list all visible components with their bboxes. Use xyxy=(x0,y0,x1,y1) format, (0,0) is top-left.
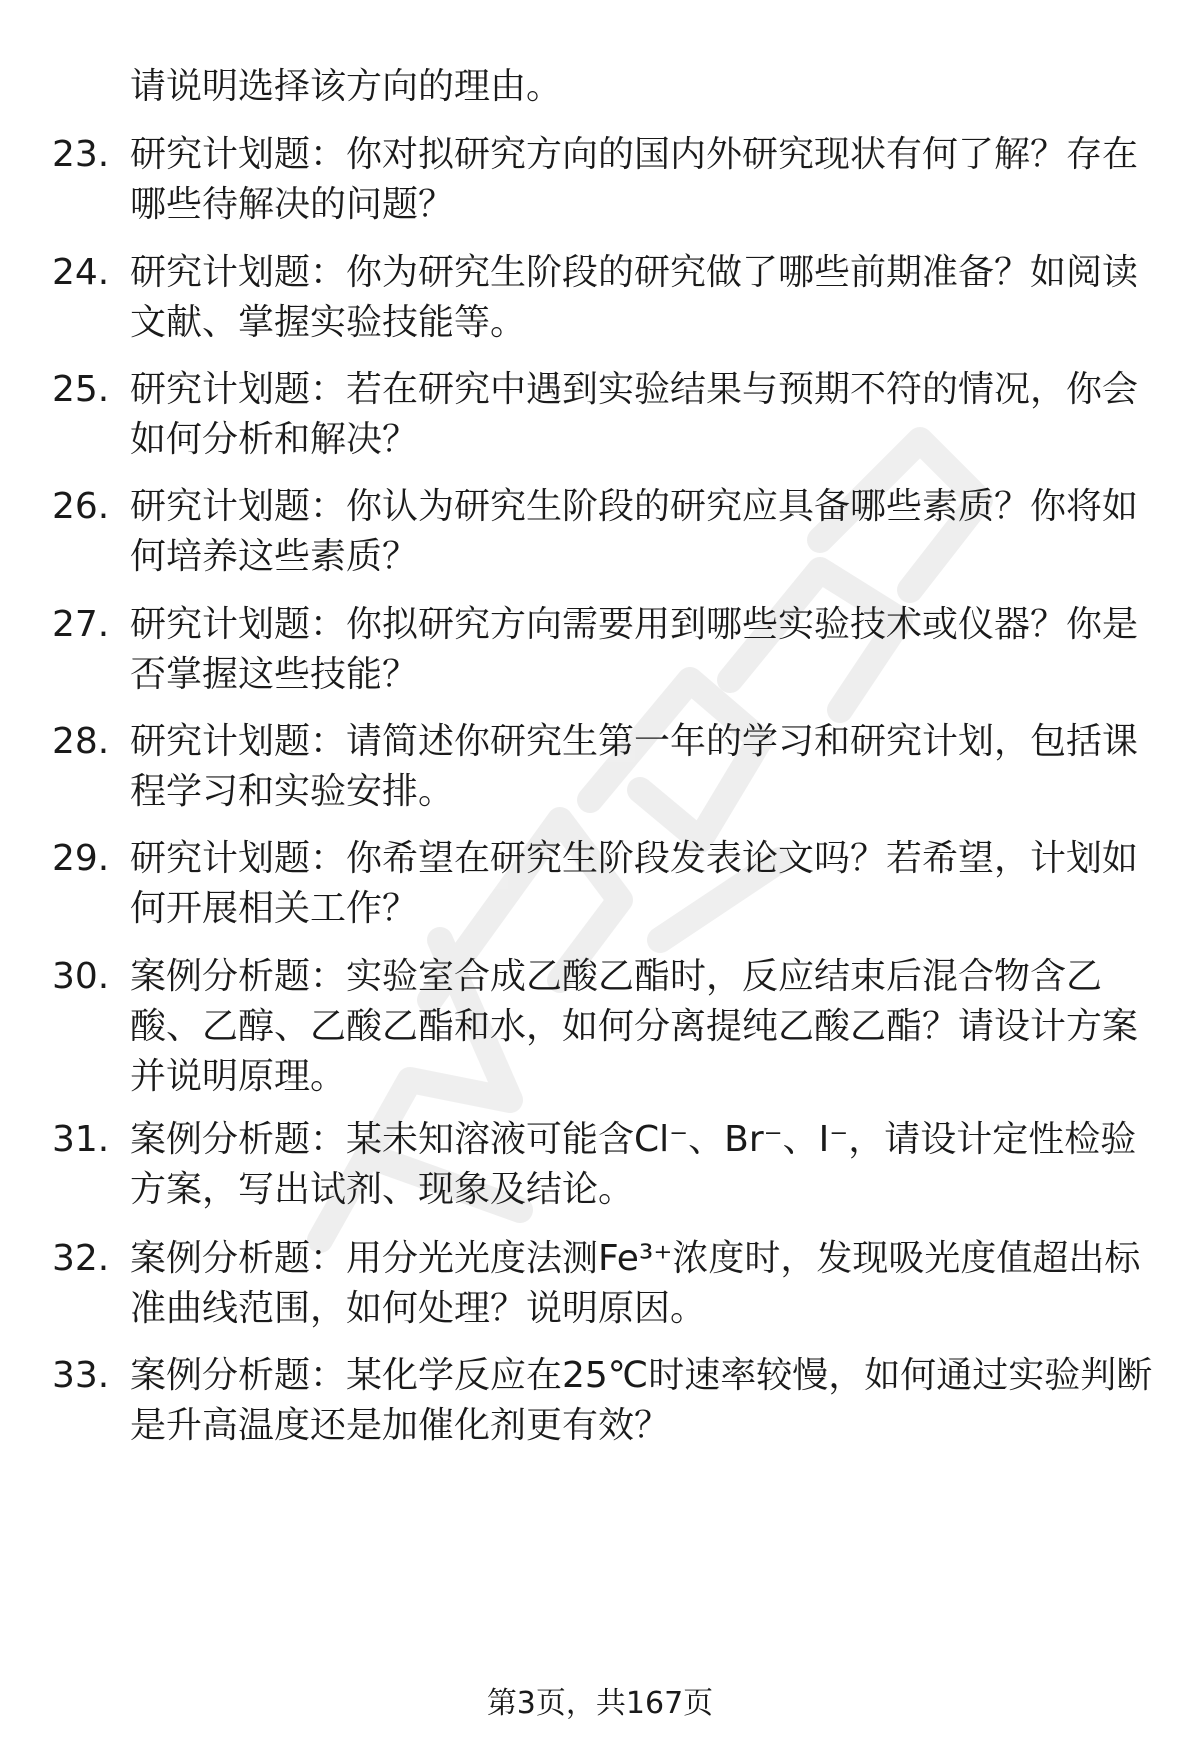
question-item xyxy=(52,952,1152,1102)
question-number: 30. xyxy=(52,956,110,997)
question-text xyxy=(130,952,1150,1102)
question-line: 案例分析题：某化学反应在25℃时速率较慢，如何通过实验判断 xyxy=(130,1355,1153,1396)
question-number: 32. xyxy=(52,1238,110,1279)
question-number: 31. xyxy=(52,1119,110,1160)
question-text xyxy=(130,1234,1150,1334)
question-line: 哪些待解决的问题？ xyxy=(130,184,455,225)
question-text xyxy=(130,834,1150,934)
question-number: 26. xyxy=(52,486,110,527)
question-text xyxy=(130,717,1150,817)
question-line: 并说明原理。 xyxy=(130,1056,347,1097)
question-number: 23. xyxy=(52,134,110,175)
question-text xyxy=(130,482,1150,582)
question-line: 研究计划题：你为研究生阶段的研究做了哪些前期准备？如阅读 xyxy=(130,252,1139,293)
question-text xyxy=(130,1351,1153,1451)
question-item xyxy=(52,834,1152,934)
question-text xyxy=(130,130,1150,230)
question-line: 研究计划题：请简述你研究生第一年的学习和研究计划，包括课 xyxy=(130,721,1139,762)
question-text xyxy=(130,248,1150,348)
question-item xyxy=(52,1115,1152,1215)
question-line: 案例分析题：实验室合成乙酸乙酯时，反应结束后混合物含乙 xyxy=(130,956,1103,997)
question-item xyxy=(52,248,1152,348)
question-item xyxy=(52,365,1152,465)
question-line: 案例分析题：某未知溶液可能含Cl⁻、Br⁻、I⁻，请设计定性检验 xyxy=(130,1119,1137,1160)
question-item xyxy=(52,130,1152,230)
question-item xyxy=(52,1351,1152,1451)
question-text xyxy=(130,600,1150,700)
question-line: 否掌握这些技能？ xyxy=(130,654,419,695)
question-line: 方案，写出试剂、现象及结论。 xyxy=(130,1169,635,1210)
question-item xyxy=(52,717,1152,817)
question-number: 24. xyxy=(52,252,110,293)
question-item xyxy=(52,1234,1152,1334)
question-number: 27. xyxy=(52,604,110,645)
page-footer: 第3页，共167页 xyxy=(486,1686,714,1721)
question-number: 25. xyxy=(52,369,110,410)
question-line: 研究计划题：你希望在研究生阶段发表论文吗？若希望，计划如 xyxy=(130,838,1139,879)
question-line: 研究计划题：你认为研究生阶段的研究应具备哪些素质？你将如 xyxy=(130,486,1139,527)
intro-line: 请说明选择该方向的理由。 xyxy=(130,66,563,107)
question-line: 是升高温度还是加催化剂更有效？ xyxy=(130,1405,671,1446)
question-line: 程学习和实验安排。 xyxy=(130,771,455,812)
question-line: 何培养这些素质？ xyxy=(130,536,419,577)
question-number: 33. xyxy=(52,1355,110,1396)
question-item xyxy=(52,482,1152,582)
question-line: 酸、乙醇、乙酸乙酯和水，如何分离提纯乙酸乙酯？请设计方案 xyxy=(130,1006,1139,1047)
question-line: 研究计划题：若在研究中遇到实验结果与预期不符的情况，你会 xyxy=(130,369,1139,410)
question-line: 何开展相关工作？ xyxy=(130,888,419,929)
question-text xyxy=(130,1115,1150,1215)
question-line: 研究计划题：你拟研究方向需要用到哪些实验技术或仪器？你是 xyxy=(130,604,1139,645)
question-line: 准曲线范围，如何处理？说明原因。 xyxy=(130,1288,707,1329)
question-number: 28. xyxy=(52,721,110,762)
question-item xyxy=(52,600,1152,700)
question-line: 案例分析题：用分光光度法测Fe³⁺浓度时，发现吸光度值超出标 xyxy=(130,1238,1141,1279)
question-number: 29. xyxy=(52,838,110,879)
question-line: 文献、掌握实验技能等。 xyxy=(130,302,527,343)
question-line: 研究计划题：你对拟研究方向的国内外研究现状有何了解？存在 xyxy=(130,134,1139,175)
question-line: 如何分析和解决？ xyxy=(130,419,419,460)
question-text xyxy=(130,365,1150,465)
